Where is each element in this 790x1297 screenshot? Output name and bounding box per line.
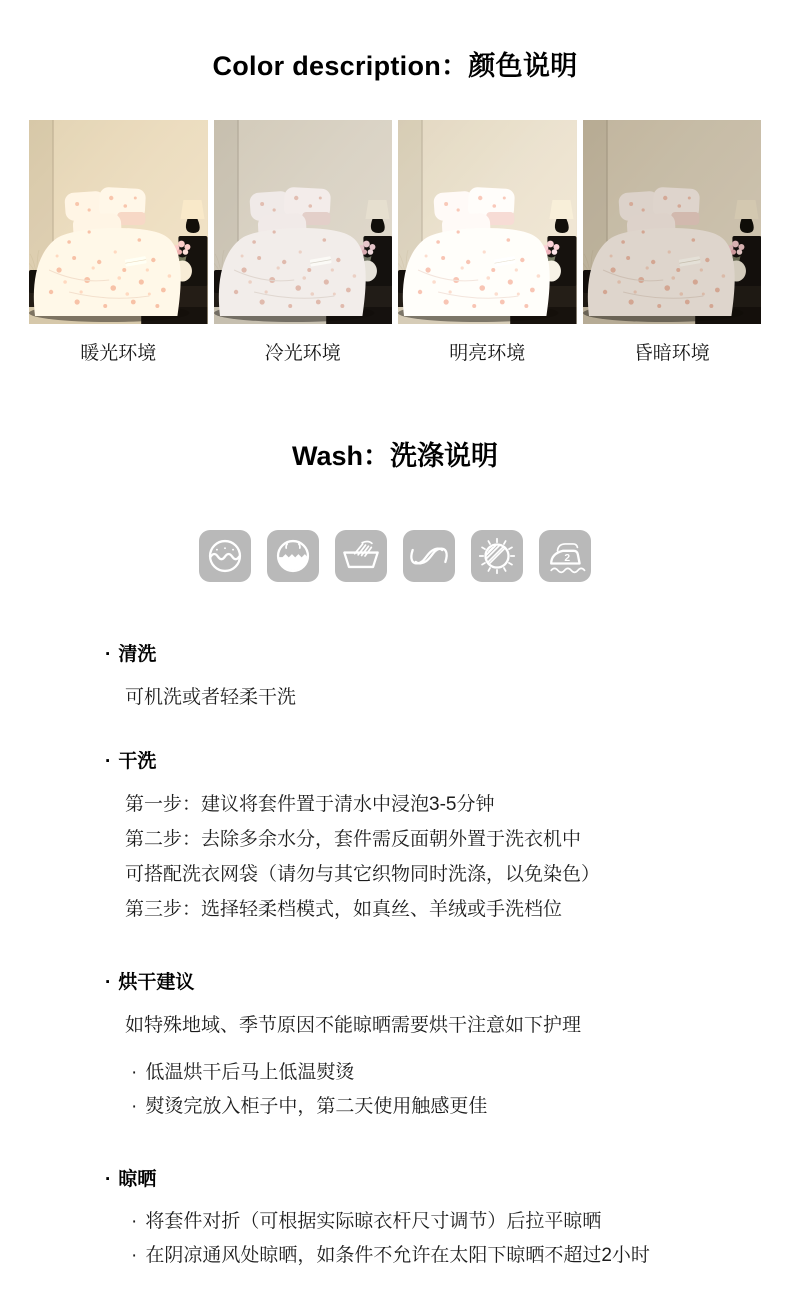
section-heading: · 干洗 [105,751,157,772]
hand-wash-icon [335,530,387,582]
instruction-section-sun-drying [105,1164,730,1273]
bullet-marker: · [131,1211,138,1232]
bullet-marker: · [105,751,112,772]
bedding-photo-warm-light [29,120,208,324]
color-variant-card [214,120,393,365]
steam-iron-level2-icon [539,530,591,582]
bedding-photo-bright [398,120,577,324]
instruction-bullet: · 将套件对折（可根据实际晾衣杆尺寸调节）后拉平晾晒 [131,1205,730,1239]
color-variant-card [583,120,762,365]
variant-label: 昏暗环境 [633,343,710,364]
color-variant-card [398,120,577,365]
instruction-line: 可机洗或者轻柔干洗 [125,687,297,708]
section-heading: · 清洗 [105,644,157,665]
section-heading: · 晾晒 [105,1169,157,1190]
bullet-marker: · [131,1245,138,1266]
instruction-bullet: · 在阴凉通风处晾晒，如条件不允许在太阳下晾晒不超过2小时 [131,1239,730,1273]
color-section-title: Color description：颜色说明 [212,51,578,81]
wash-section-title: Wash：洗涤说明 [291,441,498,471]
bullet-marker: · [105,972,112,993]
section-heading: · 烘干建议 [105,972,195,993]
bedding-photo-cool-light [214,120,393,324]
wash-instructions [0,582,790,1273]
instruction-line: 第三步：选择轻柔档模式，如真丝、羊绒或手洗档位 [125,899,563,920]
bullet-marker: · [105,1169,112,1190]
bullet-marker: · [105,644,112,665]
bullet-marker: · [131,1062,138,1083]
instruction-line: 如特殊地域、季节原因不能晾晒需要烘干注意如下护理 [125,1015,582,1036]
variant-label: 明亮环境 [449,343,526,364]
instruction-section-dryclean [105,746,730,927]
color-variant-card [29,120,208,365]
instruction-bullet: · 低温烘干后马上低温熨烫 [131,1056,730,1090]
instruction-section-cleaning [105,639,730,715]
twist-wring-icon [403,530,455,582]
color-gallery [29,120,761,365]
variant-label: 冷光环境 [264,343,341,364]
shade-dry-icon [471,530,523,582]
instruction-section-drying [105,967,730,1124]
iron-level-label: 2 [564,553,571,565]
instruction-line: 第二步：去除多余水分，套件需反面朝外置于洗衣机中 [125,829,582,850]
variant-label: 暖光环境 [80,343,157,364]
soak-wash-icon [267,530,319,582]
instruction-bullet: · 熨烫完放入柜子中，第二天使用触感更佳 [131,1090,730,1124]
bullet-marker: · [131,1096,138,1117]
instruction-line: 可搭配洗衣网袋（请勿与其它织物同时洗涤，以免染色） [125,864,601,885]
bedding-photo-dim [583,120,762,324]
machine-wash-icon [199,530,251,582]
care-icons-row [0,530,790,582]
instruction-line: 第一步：建议将套件置于清水中浸泡3-5分钟 [125,794,495,815]
